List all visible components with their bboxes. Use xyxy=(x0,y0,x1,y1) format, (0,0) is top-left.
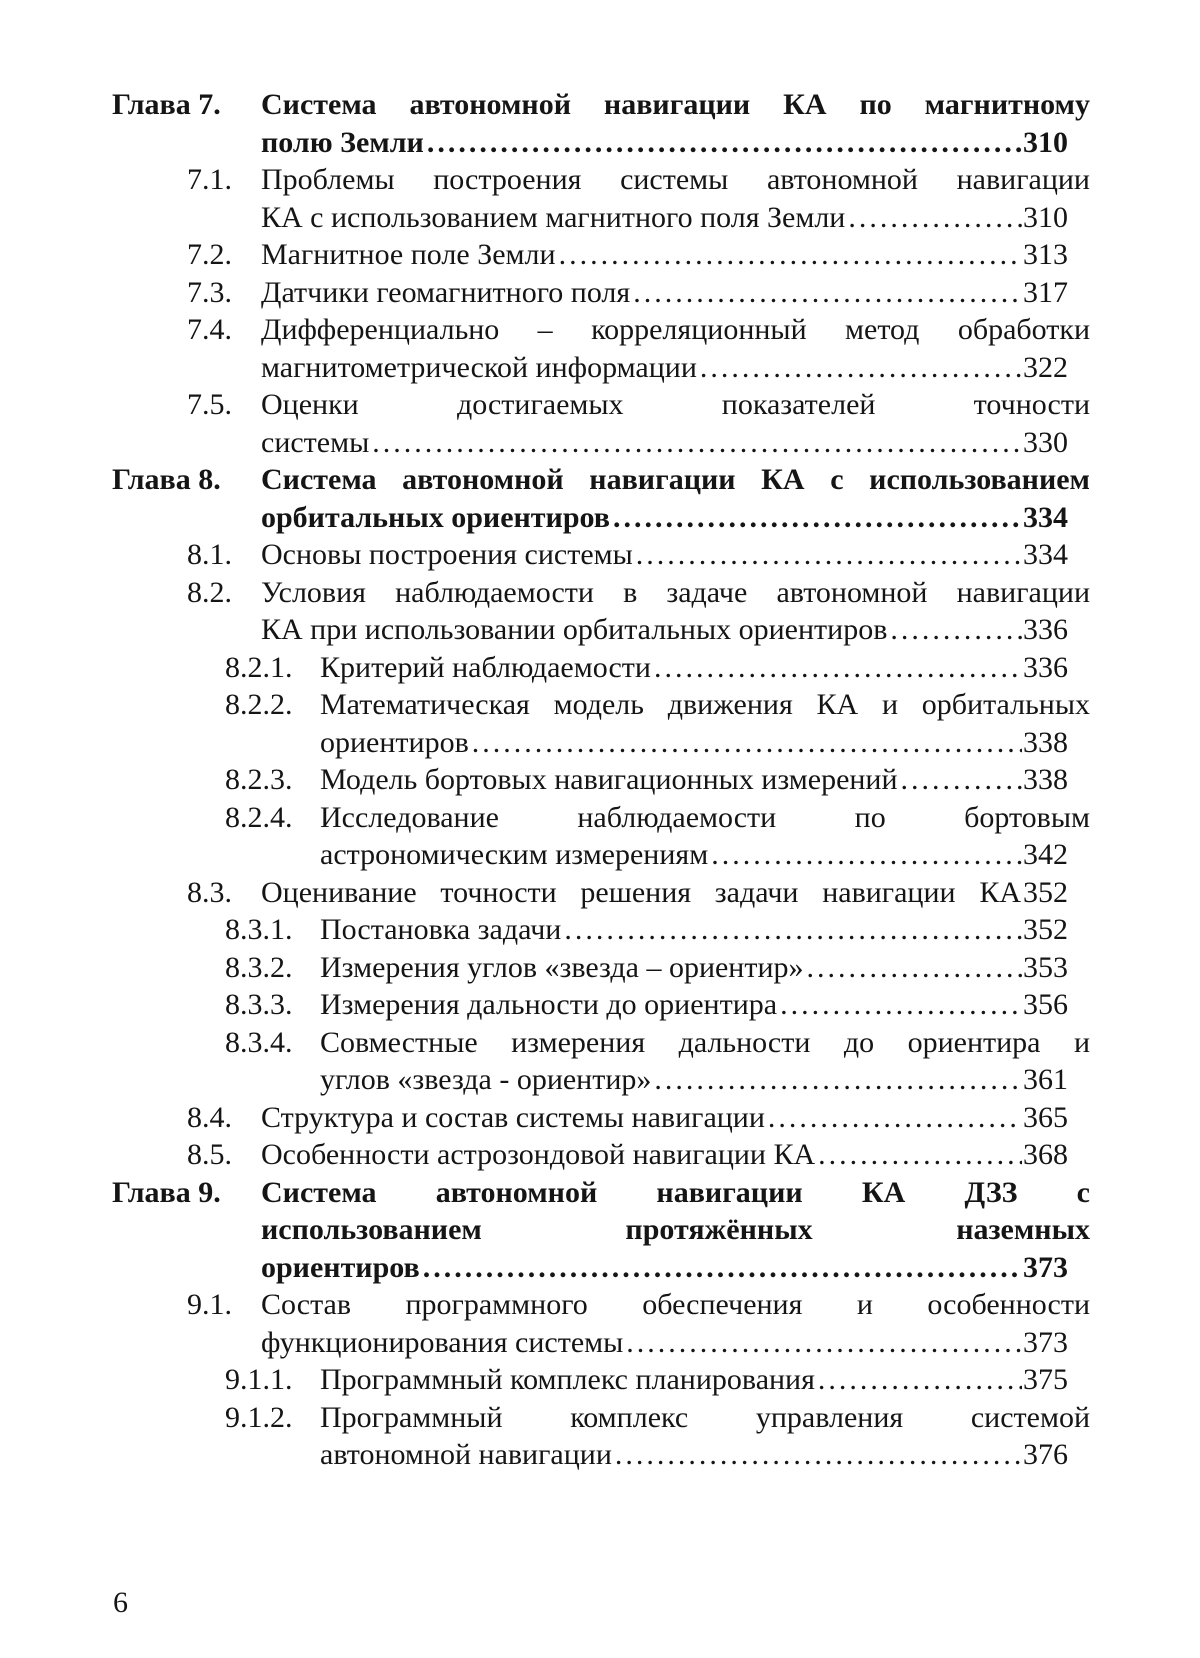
dot-leader xyxy=(768,1099,1022,1137)
dot-leader xyxy=(818,1361,1022,1399)
toc-page-ref: 313 xyxy=(1023,238,1068,271)
toc-entry-last-line xyxy=(320,836,1090,874)
toc-entry-last-line xyxy=(320,986,1090,1024)
toc-entry-number: 8.5. xyxy=(187,1138,232,1171)
toc-entry-text: системы xyxy=(261,425,370,459)
toc-entry-last-line xyxy=(261,124,1090,162)
toc-entry-number: Глава 9. xyxy=(112,1175,221,1209)
toc-entry-last-line xyxy=(261,1136,1090,1174)
toc-page-ref: 353 xyxy=(1023,950,1068,984)
toc-entry-number: Глава 8. xyxy=(112,463,221,496)
toc-entry-last-line xyxy=(261,611,1090,649)
toc-entry-text: ориентиров xyxy=(261,1250,420,1284)
toc-entry-number: 9.1.2. xyxy=(225,1400,293,1434)
toc-page-ref: 352 xyxy=(1023,913,1068,946)
toc-entry-text-line: Система автономной навигации КА по магнитному xyxy=(261,88,1090,121)
toc-entry-last-line xyxy=(261,349,1090,387)
toc-page-ref: 310 xyxy=(1023,200,1068,234)
toc-entry xyxy=(112,1099,1090,1137)
dot-leader xyxy=(423,1249,1022,1287)
toc-entry-number: 7.3. xyxy=(187,275,232,309)
toc-page-ref: 334 xyxy=(1023,500,1068,534)
toc-entry-number: 8.3.3. xyxy=(225,988,293,1021)
toc-entry-number: 8.4. xyxy=(187,1100,232,1134)
toc-page-ref: 330 xyxy=(1023,425,1068,459)
toc-entry-last-line xyxy=(320,911,1090,949)
toc-entry-number: 8.3.2. xyxy=(225,950,293,984)
toc-entry-text: функционирования системы xyxy=(261,1325,624,1359)
toc-page-ref: 317 xyxy=(1023,275,1068,309)
toc-entry-last-line xyxy=(320,1061,1090,1099)
toc-entry-text-line: Математическая модель движения КА и орбитальных xyxy=(320,688,1090,721)
toc-entry-number: 9.1.1. xyxy=(225,1363,293,1396)
toc-entry xyxy=(112,236,1090,274)
toc-entry xyxy=(112,799,1090,874)
dot-leader xyxy=(848,199,1022,237)
toc-entry xyxy=(112,161,1090,236)
dot-leader xyxy=(564,911,1022,949)
toc-entry-last-line xyxy=(320,949,1090,987)
toc-page-ref: 368 xyxy=(1023,1138,1068,1171)
toc-entry xyxy=(112,311,1090,386)
dot-leader xyxy=(807,949,1022,987)
toc-entry xyxy=(112,1399,1090,1474)
toc-entry-text: Измерения дальности до ориентира xyxy=(320,988,778,1021)
toc-entry-number: 7.2. xyxy=(187,238,232,271)
dot-leader xyxy=(472,724,1022,762)
toc-page-ref: 365 xyxy=(1023,1100,1068,1134)
toc-entry-text: орбитальных ориентиров xyxy=(261,500,610,534)
toc-entry-text: Основы построения системы xyxy=(261,538,633,571)
toc-entry xyxy=(112,874,1090,912)
toc-entry-number: 8.2.2. xyxy=(225,688,293,721)
dot-leader xyxy=(427,124,1022,162)
toc-entry-last-line xyxy=(261,874,1090,912)
toc-entry xyxy=(112,461,1090,536)
toc-page-ref: 361 xyxy=(1023,1063,1068,1096)
toc-page-ref: 338 xyxy=(1023,763,1068,796)
toc-page-ref: 322 xyxy=(1023,350,1068,384)
dot-leader xyxy=(372,424,1022,462)
dot-leader xyxy=(654,649,1022,687)
toc-entry-text: магнитометрической информации xyxy=(261,350,697,384)
toc-entry-number: 9.1. xyxy=(187,1288,232,1321)
dot-leader xyxy=(613,499,1022,537)
toc-entry xyxy=(112,949,1090,987)
toc-entry-last-line xyxy=(261,1249,1090,1287)
toc-page-ref: 342 xyxy=(1023,838,1068,871)
toc-entry-text: Программный комплекс планирования xyxy=(320,1363,815,1396)
toc-entry-number: 7.1. xyxy=(187,163,232,196)
toc-entry xyxy=(112,1174,1090,1287)
dot-leader xyxy=(633,274,1022,312)
toc-entry-last-line xyxy=(320,1436,1090,1474)
toc-entry-last-line xyxy=(261,274,1090,312)
toc-page-ref: 310 xyxy=(1023,125,1068,159)
toc-entry-number: 8.2. xyxy=(187,575,232,609)
toc-entry xyxy=(112,761,1090,799)
toc-entry-number: 8.2.4. xyxy=(225,800,293,834)
toc-entry-number: 8.3.4. xyxy=(225,1025,293,1059)
toc-page-ref: 356 xyxy=(1023,988,1068,1021)
toc-entry-number: 7.5. xyxy=(187,388,232,421)
dot-leader xyxy=(901,761,1022,799)
toc-entry xyxy=(112,536,1090,574)
toc-entry-text-line: использованием протяжённых наземных xyxy=(261,1213,1090,1246)
dot-leader xyxy=(559,236,1022,274)
toc-entry-number: 8.3. xyxy=(187,875,232,909)
toc-page-ref: 334 xyxy=(1023,538,1068,571)
toc-entry-text-line: Программный комплекс управления системой xyxy=(320,1400,1090,1434)
toc-entry-text-line: Проблемы построения системы автономной навигации xyxy=(261,163,1090,196)
toc-entry-last-line xyxy=(261,1099,1090,1137)
toc-entry xyxy=(112,274,1090,312)
toc-page-ref: 375 xyxy=(1023,1363,1068,1396)
toc-entry xyxy=(112,574,1090,649)
toc-entry-number: 7.4. xyxy=(187,313,232,346)
toc-entry-text: астрономическим измерениям xyxy=(320,838,709,871)
toc-entry-number: 8.2.3. xyxy=(225,763,293,796)
toc-entry xyxy=(112,649,1090,687)
toc-entry xyxy=(112,1136,1090,1174)
dot-leader xyxy=(654,1061,1022,1099)
toc-entry-text-line: Оценки достигаемых показателей точности xyxy=(261,388,1090,421)
toc-entry xyxy=(112,1361,1090,1399)
toc-entry xyxy=(112,1024,1090,1099)
toc-page-ref: 352 xyxy=(1023,875,1068,909)
toc-entry-last-line xyxy=(261,236,1090,274)
toc-entry-text-line: Условия наблюдаемости в задаче автономной навигации xyxy=(261,575,1090,609)
toc-entry-text-line: Состав программного обеспечения и особенности xyxy=(261,1288,1090,1321)
dot-leader xyxy=(700,349,1022,387)
toc-entry xyxy=(112,386,1090,461)
toc-entry-last-line xyxy=(320,1361,1090,1399)
toc-entry xyxy=(112,986,1090,1024)
dot-leader xyxy=(626,1324,1022,1362)
toc-entry-last-line xyxy=(320,649,1090,687)
folio-page-number: 6 xyxy=(113,1586,128,1619)
toc-entry-text: углов «звезда - ориентир» xyxy=(320,1063,652,1096)
toc-entry-text: автономной навигации xyxy=(320,1438,612,1471)
toc-entry xyxy=(112,686,1090,761)
toc-entry-last-line xyxy=(320,761,1090,799)
toc-entry-last-line xyxy=(261,499,1090,537)
toc-entry-number: Глава 7. xyxy=(112,88,221,121)
toc-page-ref: 336 xyxy=(1023,613,1068,646)
toc-entry-text: КА с использованием магнитного поля Земли xyxy=(261,200,846,234)
dot-leader xyxy=(890,611,1022,649)
dot-leader xyxy=(636,536,1022,574)
toc-entry-text: Оценивание точности решения задачи навигации КА xyxy=(261,875,1021,909)
toc-page-ref: 336 xyxy=(1023,650,1068,684)
dot-leader xyxy=(780,986,1022,1024)
toc-page-ref: 373 xyxy=(1023,1250,1068,1284)
toc-entry-last-line xyxy=(261,199,1090,237)
toc-entry xyxy=(112,86,1090,161)
toc-entry-last-line xyxy=(261,1324,1090,1362)
toc-entry-text: Критерий наблюдаемости xyxy=(320,650,651,684)
toc-entry-text: КА при использовании орбитальных ориентиров xyxy=(261,613,888,646)
toc-entry-text-line: Исследование наблюдаемости по бортовым xyxy=(320,800,1090,834)
toc-entry-text-line: Дифференциально – корреляционный метод обработки xyxy=(261,313,1090,346)
toc-entry-text-line: Система автономной навигации КА с использованием xyxy=(261,463,1090,496)
toc-entry-last-line xyxy=(261,424,1090,462)
toc-entry-text: Постановка задачи xyxy=(320,913,562,946)
dot-leader xyxy=(615,1436,1022,1474)
toc-entry-number: 8.2.1. xyxy=(225,650,293,684)
toc-entry-text: Особенности астрозондовой навигации КА xyxy=(261,1138,816,1171)
toc-entry-text: ориентиров xyxy=(320,725,469,759)
toc-entry-number: 8.1. xyxy=(187,538,232,571)
toc-entry xyxy=(112,1286,1090,1361)
dot-leader xyxy=(711,836,1022,874)
toc-page-ref: 373 xyxy=(1023,1325,1068,1359)
toc-entry-text: Датчики геомагнитного поля xyxy=(261,275,631,309)
toc-entries xyxy=(112,86,1090,1474)
toc-entry-text: полю Земли xyxy=(261,125,424,159)
toc-entry xyxy=(112,911,1090,949)
toc-entry-last-line xyxy=(320,724,1090,762)
toc-entry-number: 8.3.1. xyxy=(225,913,293,946)
toc-entry-text: Структура и состав системы навигации xyxy=(261,1100,765,1134)
toc-entry-text: Магнитное поле Земли xyxy=(261,238,556,271)
toc-entry-text-line: Система автономной навигации КА ДЗЗ с xyxy=(261,1175,1090,1209)
toc-entry-text-line: Совместные измерения дальности до ориентира и xyxy=(320,1025,1090,1059)
toc-entry-last-line xyxy=(261,536,1090,574)
dot-leader xyxy=(818,1136,1022,1174)
toc-entry-text: Измерения углов «звезда – ориентир» xyxy=(320,950,804,984)
toc-page-ref: 376 xyxy=(1023,1438,1068,1471)
toc-page-ref: 338 xyxy=(1023,725,1068,759)
toc-entry-text: Модель бортовых навигационных измерений xyxy=(320,763,898,796)
